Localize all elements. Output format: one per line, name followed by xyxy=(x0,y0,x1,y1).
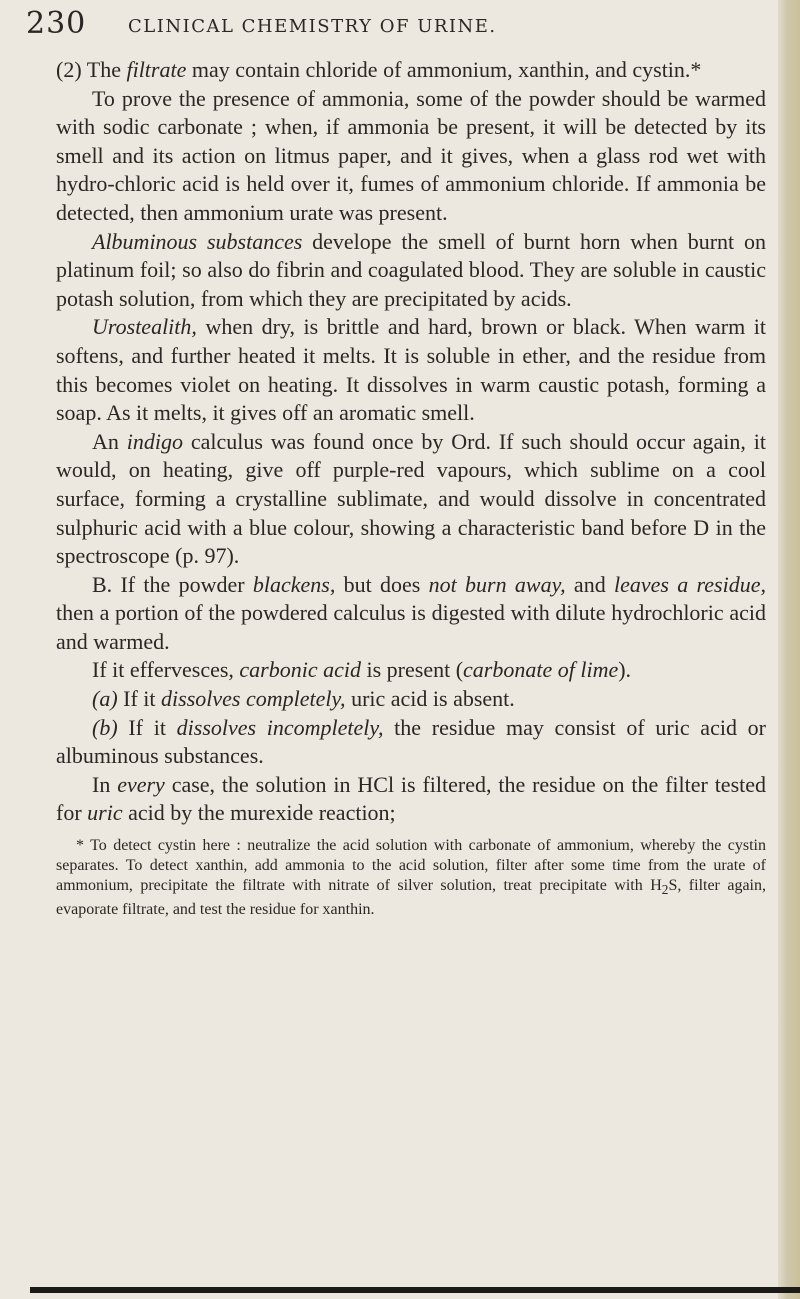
text: and xyxy=(565,571,614,597)
subscript: 2 xyxy=(661,882,669,898)
running-title: CLINICAL CHEMISTRY OF URINE. xyxy=(128,16,497,37)
text: is present ( xyxy=(361,657,464,683)
paragraph-urostealith xyxy=(56,313,766,427)
body-text xyxy=(56,56,766,920)
emphasis: uric xyxy=(87,800,123,826)
emphasis: filtrate xyxy=(126,57,187,82)
text: uric acid is absent. xyxy=(345,686,515,712)
paragraph-dissolves-incompletely xyxy=(56,714,766,771)
emphasis: dissolves completely, xyxy=(161,686,346,712)
text: then a portion of the powdered calculus is digested with dilute hydrochloric acid and warmed. xyxy=(56,600,766,654)
text: In xyxy=(92,771,118,797)
emphasis: carbonate of lime xyxy=(463,657,619,683)
footnote xyxy=(56,836,766,920)
text: (2) The xyxy=(56,57,127,82)
paragraph-filtrate xyxy=(56,56,766,85)
text: develope the smell of burnt horn when burnt on platinum foil; so also do fibrin and coagulated blood. They are soluble in caustic potash solution, from which they are precipitated by acids. xyxy=(56,228,766,311)
text: ). xyxy=(618,657,632,683)
emphasis: carbonic acid xyxy=(239,657,361,683)
page-header xyxy=(26,6,766,46)
text: case, the solution in HCl is filtered, the residue on the filter tested for xyxy=(56,771,767,826)
emphasis: Albuminous substances xyxy=(92,228,303,254)
text: If it xyxy=(117,686,162,712)
emphasis: not burn away, xyxy=(428,571,566,597)
text: when dry, is brittle and hard, brown or black. When warm it softens, and further heated it melts. It is soluble in ether, and the residue from this becomes violet on heating. It dissolves in warm caustic potash, forming a soap. As it melts, it gives off an aromatic smell. xyxy=(56,314,766,426)
text: An xyxy=(92,428,127,454)
text: may contain chloride of ammonium, xanthin, and cystin.* xyxy=(186,57,702,82)
text: If it effervesces, xyxy=(92,657,240,683)
paragraph-indigo xyxy=(56,428,766,571)
page-edge xyxy=(778,0,800,1299)
text: the residue may consist of uric acid or albuminous substances. xyxy=(56,714,766,769)
text: calculus was found once by Ord. If such should occur again, it would, on heating, give off purple-red vapours, which sublime on a cool surface, forming a crystalline sublimate, and would dissolve in concentrated sulphuric acid with a blue colour, showing a characteristic band before D in the spectroscope (p. 97). xyxy=(56,428,766,569)
emphasis: every xyxy=(117,771,165,797)
paragraph-ammonia: To prove the presence of ammonia, some of the powder should be warmed with sodic carbonate ; when, if ammonia be present, it will be detected by its smell and its action on litmus paper, and it gives, when a glass rod wet with hydro-chloric acid is held over it, fumes of ammonium chloride. If ammonia be detected, then ammonium urate was present. xyxy=(56,85,766,225)
emphasis: Urostealith, xyxy=(92,314,197,340)
text: B. If the powder xyxy=(92,571,253,597)
text: acid by the murexide reaction; xyxy=(122,800,396,826)
paragraph-albuminous xyxy=(56,228,766,314)
emphasis: (a) xyxy=(92,686,118,712)
emphasis: leaves a residue, xyxy=(614,571,767,597)
footnote-text xyxy=(56,836,766,920)
paragraph-blackens xyxy=(56,571,766,657)
page-number: 230 xyxy=(26,6,87,41)
paragraph-every-case xyxy=(56,771,766,828)
emphasis: blackens, xyxy=(252,571,336,597)
paragraph-effervesces xyxy=(56,656,766,685)
text: S, filter again, evaporate filtrate, and test the residue for xanthin. xyxy=(56,877,766,919)
text: but does xyxy=(335,571,429,597)
text: * To detect cystin here : neutralize the acid solution with carbonate of ammonium, whereby the cystin separates. To detect xanthin, add ammonia to the acid solution, filter after some time from the urate of ammonium, precipitate the filtrate with nitrate of silver solution, treat precipitate with H xyxy=(56,837,766,895)
emphasis: dissolves incompletely, xyxy=(176,714,384,740)
emphasis: indigo xyxy=(126,428,183,454)
bottom-rule xyxy=(30,1287,800,1293)
text: If it xyxy=(117,714,177,740)
paragraph-dissolves-completely xyxy=(56,685,766,714)
emphasis: (b) xyxy=(92,714,118,740)
